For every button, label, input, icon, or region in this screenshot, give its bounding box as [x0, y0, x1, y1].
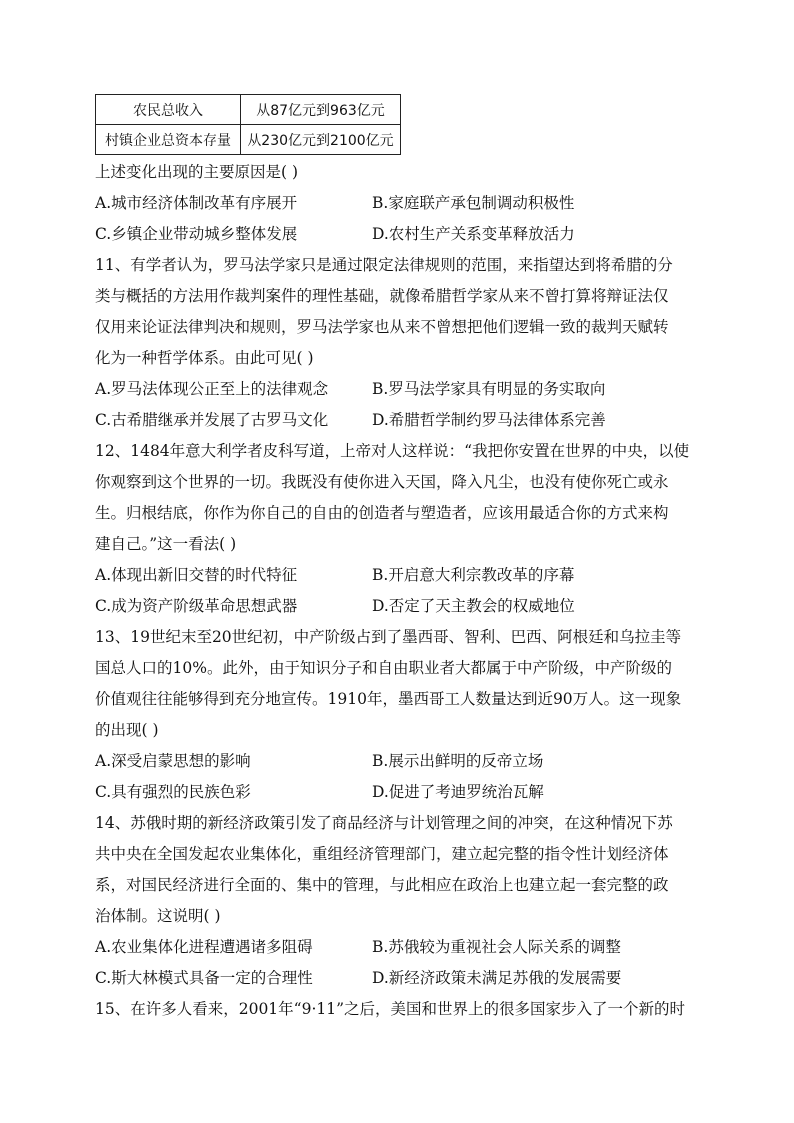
table-cell: 村镇企业总资本存量: [96, 125, 241, 155]
question-15-line: 15、在许多人看来，2001年“9·11”之后，美国和世界上的很多国家步入了一个新的时: [95, 1000, 686, 1018]
option-d: D.希腊哲学制约罗马法律体系完善: [372, 411, 606, 429]
option-b: B.苏俄较为重视社会人际关系的调整: [372, 938, 621, 956]
question-12-line: 生。归根结底，你作为你自己的自由的创造者与塑造者，应该用最适合你的方式来构: [95, 504, 669, 522]
option-d: D.促进了考迪罗统治瓦解: [372, 783, 544, 801]
option-c: C.具有强烈的民族色彩: [95, 783, 251, 801]
option-b: B.开启意大利宗教改革的序幕: [372, 566, 575, 584]
option-d: D.否定了天主教会的权威地位: [372, 597, 575, 615]
question-11-line: 11、有学者认为，罗马法学家只是通过限定法律规则的范围，来指望达到将希腊的分: [95, 256, 673, 274]
option-c: C.古希腊继承并发展了古罗马文化: [95, 411, 329, 429]
option-b: B.罗马法学家具有明显的务实取向: [372, 380, 606, 398]
table-cell: 从230亿元到2100亿元: [241, 125, 401, 155]
question-11-line: 类与概括的方法用作裁判案件的理性基础，就像希腊哲学家从来不曾打算将辩证法仅: [95, 287, 669, 305]
option-d: D.新经济政策未满足苏俄的发展需要: [372, 969, 622, 987]
option-a: A.罗马法体现公正至上的法律观念: [95, 380, 329, 398]
question-13-line: 的出现( ): [95, 721, 159, 739]
question-12-line: 12、1484年意大利学者皮科写道，上帝对人这样说：“我把你安置在世界的中央，以使: [95, 442, 690, 460]
option-a: A.深受启蒙思想的影响: [95, 752, 251, 770]
question-14-line: 系，对国民经济进行全面的、集中的管理，与此相应在政治上也建立起一套完整的政: [95, 876, 669, 894]
question-12-line: 你观察到这个世界的一切。我既没有使你进入天国，降入凡尘，也没有使你死亡或永: [95, 473, 669, 491]
option-b: B.家庭联产承包制调动积极性: [372, 194, 575, 212]
table-row: [96, 95, 401, 125]
option-a: A.农业集体化进程遭遇诸多阻碍: [95, 938, 313, 956]
question-13-line: 国总人口的10%。此外，由于知识分子和自由职业者大都属于中产阶级，中产阶级的: [95, 659, 672, 677]
table-row: [96, 125, 401, 155]
table-cell: 农民总收入: [96, 95, 241, 125]
question-11-line: 化为一种哲学体系。由此可见( ): [95, 349, 314, 367]
option-c: C.乡镇企业带动城乡整体发展: [95, 225, 298, 243]
question-13-line: 13、19世纪末至20世纪初，中产阶级占到了墨西哥、智利、巴西、阿根廷和乌拉圭等: [95, 628, 682, 646]
question-10-stem: 上述变化出现的主要原因是( ): [95, 163, 299, 181]
question-13-line: 价值观往往能够得到充分地宣传。1910年，墨西哥工人数量达到近90万人。这一现象: [95, 690, 682, 708]
option-a: A.体现出新旧交替的时代特征: [95, 566, 298, 584]
option-b: B.展示出鲜明的反帝立场: [372, 752, 544, 770]
option-a: A.城市经济体制改革有序展开: [95, 194, 298, 212]
question-14-line: 共中央在全国发起农业集体化，重组经济管理部门，建立起完整的指令性计划经济体: [95, 845, 669, 863]
option-c: C.成为资产阶级革命思想武器: [95, 597, 298, 615]
option-d: D.农村生产关系变革释放活力: [372, 225, 575, 243]
option-c: C.斯大林模式具备一定的合理性: [95, 969, 313, 987]
income-table: [95, 94, 401, 155]
question-12-line: 建自己。”这一看法( ): [95, 535, 237, 553]
question-11-line: 仅用来论证法律判决和规则，罗马法学家也从来不曾想把他们逻辑一致的裁判天赋转: [95, 318, 669, 336]
question-14-line: 治体制。这说明( ): [95, 907, 221, 925]
question-14-line: 14、苏俄时期的新经济政策引发了商品经济与计划管理之间的冲突，在这种情况下苏: [95, 814, 673, 832]
table-cell: 从87亿元到963亿元: [241, 95, 401, 125]
